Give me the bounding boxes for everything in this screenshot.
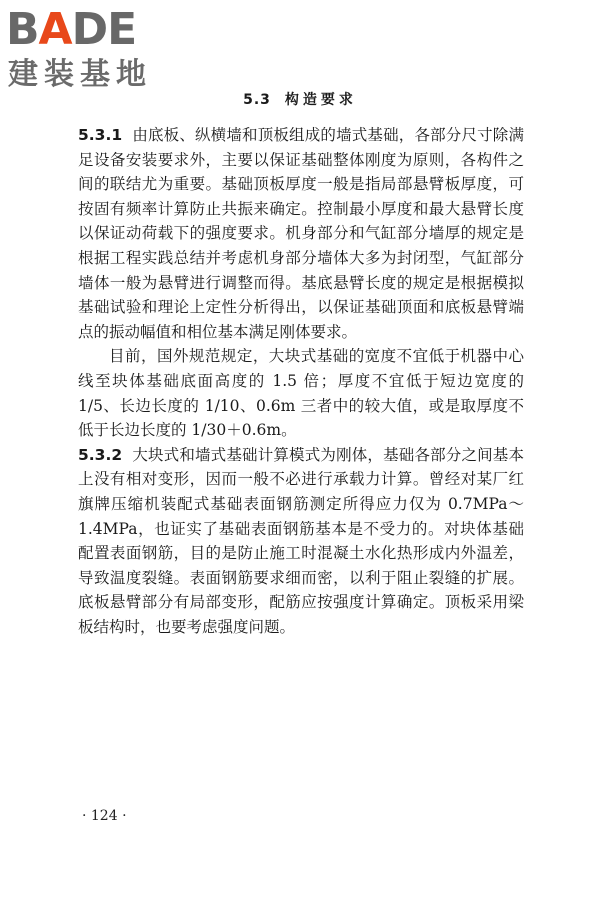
bade-logo [6,6,181,94]
section-heading: 构造要求 [284,92,357,108]
logo-cjk-text: 建装基地 [8,57,152,92]
clause-paragraph [78,123,524,344]
clause-paragraph [78,443,524,640]
clause-text: 由底板、纵横墙和顶板组成的墙式基础，各部分尺寸除满足设备安装要求外，主要以保证基础整体刚度为原则，各构件之间的联结尤为重要。基础顶板厚度一般是指局部悬臂板厚度，可按固有频率计算防止共振来确定。控制最小厚度和最大悬臂长度以保证动荷载下的强度要求。机身部分和气缸部分墙厚的规定是根据工程实践总结并考虑机身部分墙体大多为封闭型，气缸部分墙体一般为悬臂进行调整而得。基底悬臂长度的规定是根据模拟基础试验和理论上定性分析得出，以保证基础顶面和底板悬臂端点的振动幅值和相位基本满足刚体要求。 [78,126,524,341]
body-text [78,123,524,639]
clause-number: 5.3.1 [78,126,123,144]
logo-letters-de: DE [71,4,137,55]
clause-text: 目前，国外规范规定，大块式基础的宽度不宜低于机器中心线至块体基础底面高度的 1.5 倍；厚度不宜低于短边宽度的 1/5、长边长度的 1/10、0.6m 三者中的较大值，或是取厚度不低于长边长度的 1/30＋0.6m。 [78,347,524,440]
page-number: · 124 · [82,808,127,824]
logo-letter-a: A [38,4,72,55]
logo-letter-b: B [6,4,39,55]
section-number: 5.3 [243,92,271,108]
clause-paragraph [78,344,524,442]
section-title [0,90,600,110]
clause-text: 大块式和墙式基础计算模式为刚体，基础各部分之间基本上没有相对变形，因而一般不必进行承载力计算。曾经对某厂红旗牌压缩机装配式基础表面钢筋测定所得应力仅为 0.7MPa～1.4MPa，也证实了基础表面钢筋基本是不受力的。对块体基础配置表面钢筋，目的是防止施工时混凝土水化热形成内外温差，导致温度裂缝。表面钢筋要求细而密，以利于阻止裂缝的扩展。底板悬臂部分有局部变形，配筋应按强度计算确定。顶板采用梁板结构时，也要考虑强度问题。 [78,445,524,636]
clause-number: 5.3.2 [78,445,123,464]
logo-latin-text [6,6,136,54]
